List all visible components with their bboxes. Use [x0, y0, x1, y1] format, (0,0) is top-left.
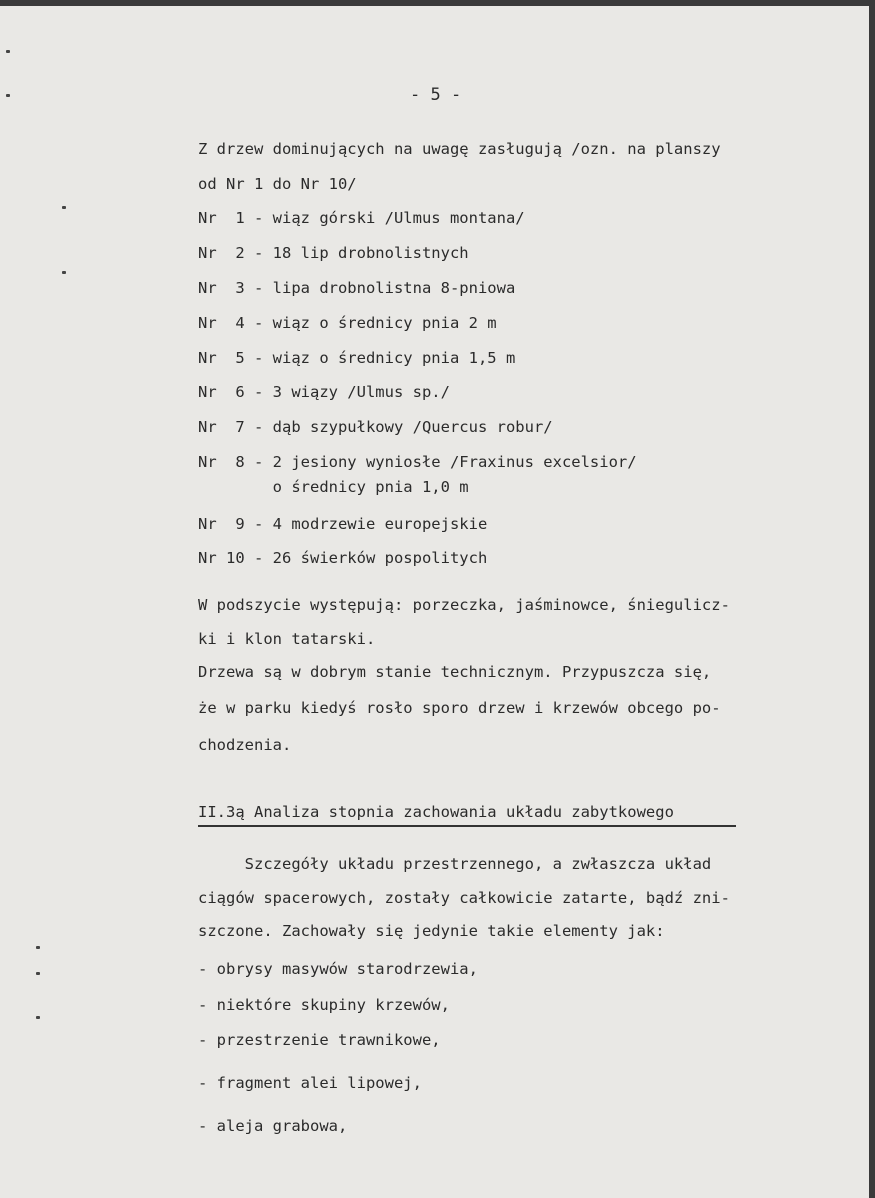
paragraph-line: szczone. Zachowały się jedynie takie elementy jak: — [198, 922, 665, 940]
element-list-item: - fragment alei lipowej, — [198, 1074, 422, 1092]
paragraph-line: że w parku kiedyś rosło sporo drzew i krzewów obcego po- — [198, 699, 721, 717]
tree-list-item: Nr 7 - dąb szypułkowy /Quercus robur/ — [198, 418, 553, 436]
margin-mark — [36, 1016, 40, 1019]
element-list-item: - niektóre skupiny krzewów, — [198, 996, 450, 1014]
tree-list-item: Nr 9 - 4 modrzewie europejskie — [198, 515, 488, 533]
tree-list-item: Nr 1 - wiąz górski /Ulmus montana/ — [198, 209, 525, 227]
intro-line: Z drzew dominujących na uwagę zasługują /ozn. na planszy — [198, 140, 721, 158]
tree-list-item: o średnicy pnia 1,0 m — [198, 478, 469, 496]
paragraph-line: ki i klon tatarski. — [198, 630, 376, 648]
margin-mark — [62, 206, 66, 209]
margin-mark — [62, 271, 66, 274]
paragraph-line: Szczegóły układu przestrzennego, a zwłaszcza układ — [198, 855, 712, 873]
element-list-item: - przestrzenie trawnikowe, — [198, 1031, 441, 1049]
tree-list-item: Nr 6 - 3 wiązy /Ulmus sp./ — [198, 383, 450, 401]
tree-list-item: Nr 5 - wiąz o średnicy pnia 1,5 m — [198, 349, 516, 367]
paragraph-line: Drzewa są w dobrym stanie technicznym. Przypuszcza się, — [198, 663, 712, 681]
section-heading: II.3ą Analiza stopnia zachowania układu zabytkowego — [198, 803, 674, 821]
heading-underline — [198, 825, 736, 827]
page-number: - 5 - — [410, 85, 462, 105]
margin-mark — [6, 94, 10, 97]
tree-list-item: Nr 4 - wiąz o średnicy pnia 2 m — [198, 314, 497, 332]
element-list-item: - aleja grabowa, — [198, 1117, 348, 1135]
margin-mark — [36, 946, 40, 949]
element-list-item: - obrysy masywów starodrzewia, — [198, 960, 478, 978]
paragraph-line: ciągów spacerowych, zostały całkowicie zatarte, bądź zni- — [198, 889, 730, 907]
margin-mark — [36, 972, 40, 975]
paragraph-line: chodzenia. — [198, 736, 292, 754]
intro-line: od Nr 1 do Nr 10/ — [198, 175, 357, 193]
tree-list-item: Nr 10 - 26 świerków pospolitych — [198, 549, 488, 567]
tree-list-item: Nr 8 - 2 jesiony wyniosłe /Fraxinus excelsior/ — [198, 453, 637, 471]
margin-mark — [6, 50, 10, 53]
paragraph-line: W podszycie występują: porzeczka, jaśminowce, śniegulicz- — [198, 596, 730, 614]
tree-list-item: Nr 3 - lipa drobnolistna 8-pniowa — [198, 279, 516, 297]
tree-list-item: Nr 2 - 18 lip drobnolistnych — [198, 244, 469, 262]
